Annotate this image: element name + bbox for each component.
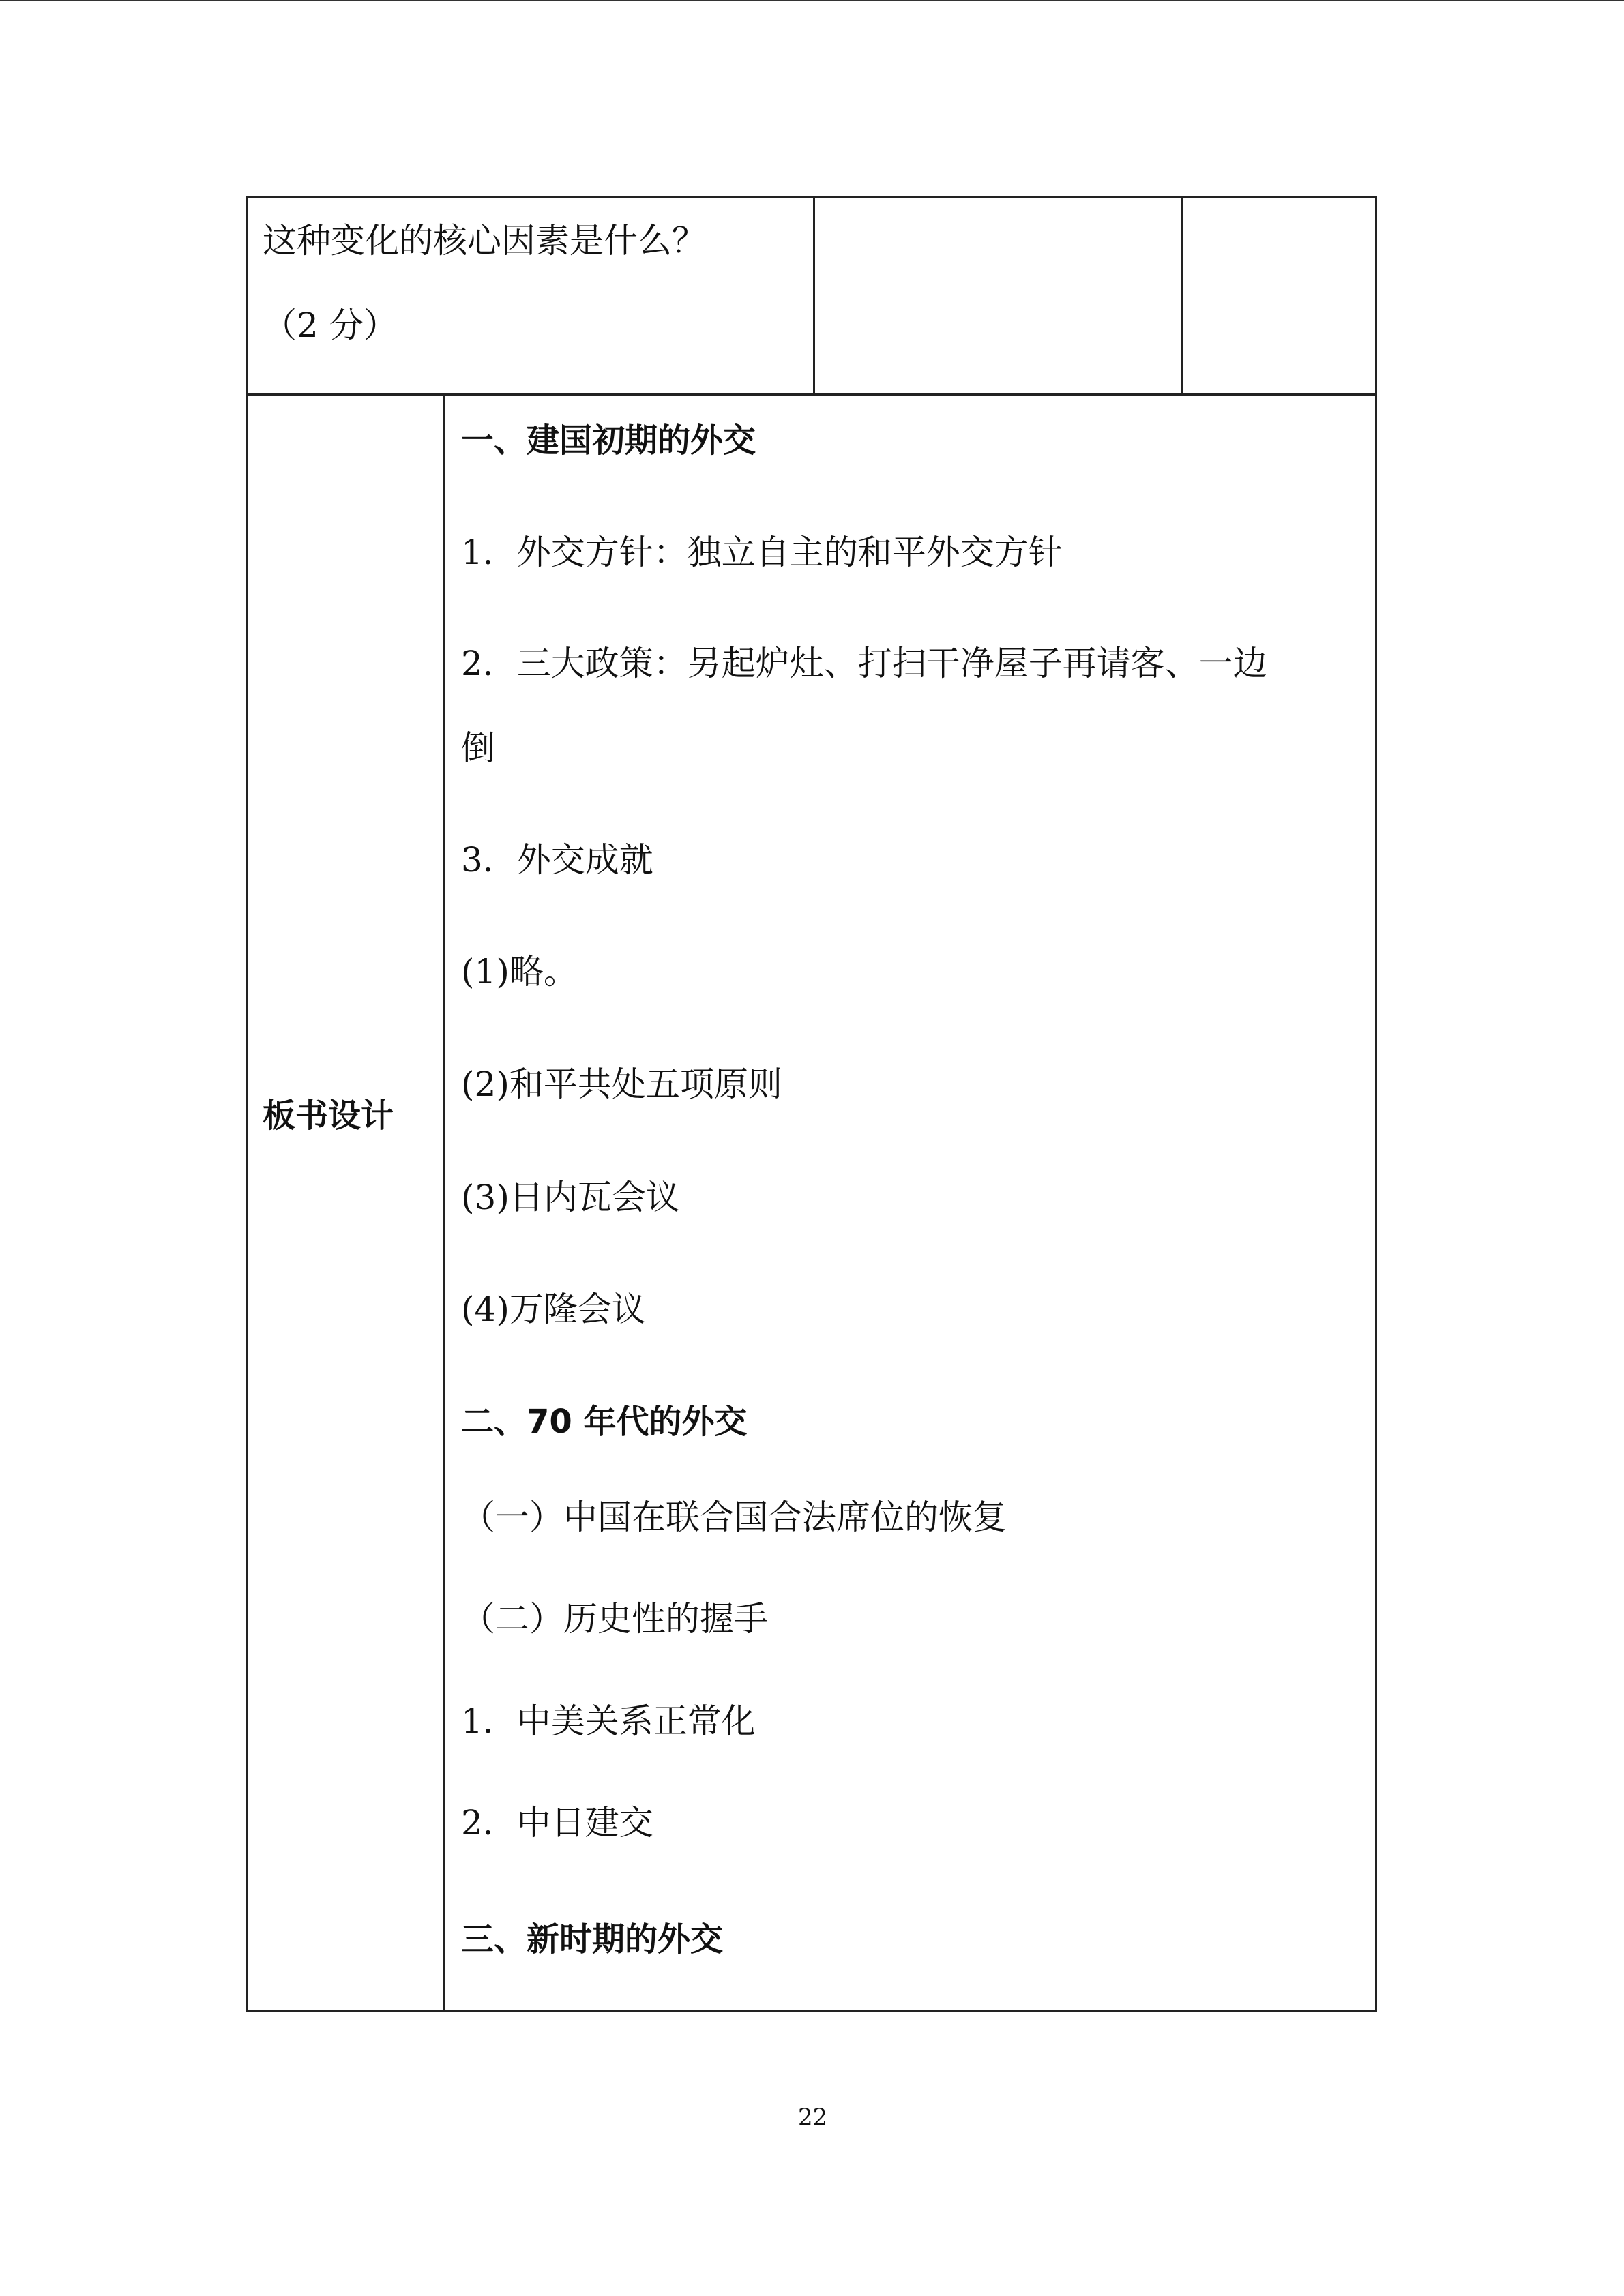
list-item: 2．中日建交 <box>461 1803 653 1843</box>
heading-section-2: 二、70 年代的外交 <box>461 1403 748 1441</box>
top-border <box>0 0 1624 1</box>
list-item: (3)日内瓦会议 <box>461 1178 680 1217</box>
list-item: 倒 <box>461 728 495 768</box>
col-divider-label <box>443 393 445 2012</box>
list-item: （一）中国在联合国合法席位的恢复 <box>461 1497 1007 1537</box>
list-item: (1)略。 <box>461 952 578 992</box>
table-border-top <box>246 196 1377 198</box>
board-design-label: 板书设计 <box>263 1097 394 1135</box>
heading-section-1: 一、建国初期的外交 <box>461 421 756 460</box>
col-divider-1 <box>813 196 815 395</box>
list-item: （二）历史性的握手 <box>461 1599 768 1639</box>
page-number: 22 <box>798 2104 828 2131</box>
list-item: (2)和平共处五项原则 <box>461 1064 782 1104</box>
row-divider <box>246 393 1377 396</box>
list-item: 1．外交方针：独立自主的和平外交方针 <box>461 533 1063 572</box>
list-item: 2．三大政策：另起炉灶、打扫干净屋子再请客、一边 <box>461 644 1267 683</box>
table-border-left <box>246 196 248 2012</box>
list-item: 1．中美关系正常化 <box>461 1701 756 1741</box>
heading-section-3: 三、新时期的外交 <box>461 1920 724 1958</box>
question-line-1: 这种变化的核心因素是什么？ <box>263 221 706 260</box>
list-item: 3．外交成就 <box>461 840 653 880</box>
col-divider-2 <box>1181 196 1183 395</box>
table-border-right <box>1375 196 1377 2012</box>
table-border-bottom <box>246 2010 1377 2012</box>
list-item: (4)万隆会议 <box>461 1289 646 1329</box>
question-line-2: （2 分） <box>263 305 398 345</box>
